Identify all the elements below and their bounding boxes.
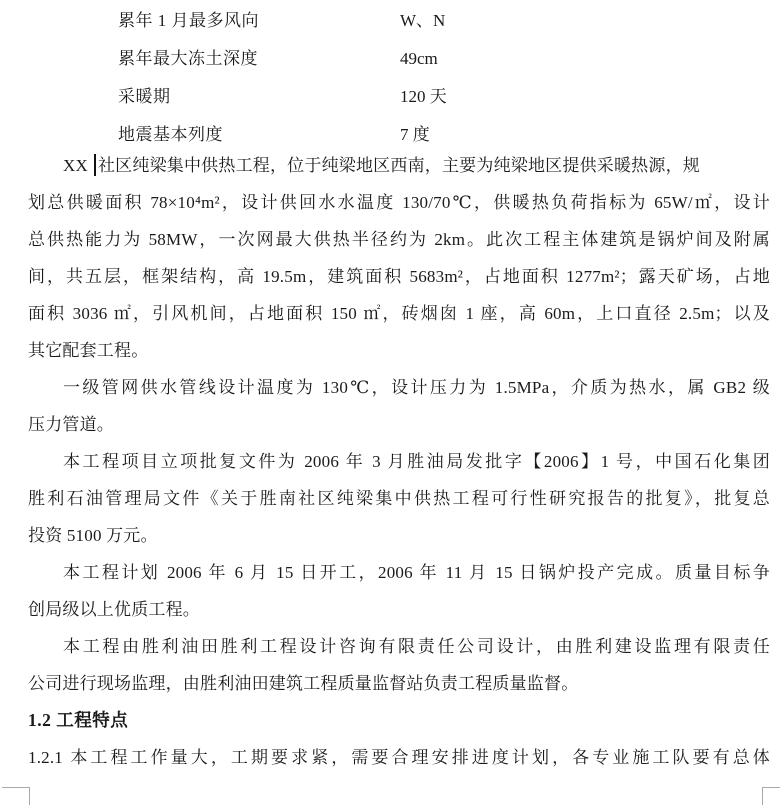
spec-label: 地震基本列度	[118, 125, 223, 144]
paragraph-line: 投资 5100 万元。	[28, 526, 158, 545]
text-boundary-mark-left	[2, 787, 30, 805]
paragraph-text: 社区纯梁集中供热工程，位于纯梁地区西南，主要为纯梁地区提供采暖热源，规	[97, 156, 700, 175]
spec-value: 120 天	[400, 87, 447, 106]
paragraph-line: 本工程计划 2006 年 6 月 15 日开工，2006 年 11 月 15 日锅炉投产完成。质量目标争	[63, 563, 770, 582]
paragraph-line: 压力管道。	[28, 415, 114, 434]
paragraph-line: 创局级以上优质工程。	[28, 600, 200, 619]
paragraph-line: 公司进行现场监理，由胜利油田建筑工程质量监督站负责工程质量监督。	[28, 674, 579, 693]
paragraph-line: 本工程项目立项批复文件为 2006 年 3 月胜油局发批字【2006】1 号，中国石化集团	[63, 452, 770, 471]
paragraph-line: 划总供暖面积 78×10⁴m²，设计供回水水温度 130/70℃，供暖热负荷指标为 65W/㎡，设计	[28, 193, 770, 212]
spec-table	[0, 2, 770, 154]
paragraph-line: 一级管网供水管线设计温度为 130℃，设计压力为 1.5MPa，介质为热水，属 GB2 级	[63, 378, 770, 397]
paragraph-line: 间，共五层，框架结构，高 19.5m，建筑面积 5683m²，占地面积 1277m²；露天矿场，占地	[28, 267, 770, 286]
paragraph-line: 总供热能力为 58MW，一次网最大供热半径约为 2km。此次工程主体建筑是锅炉间及附属	[28, 230, 770, 249]
paragraph-line: 其它配套工程。	[28, 341, 149, 360]
spec-label: 累年 1 月最多风向	[118, 11, 259, 30]
section-heading: 1.2 工程特点	[28, 710, 129, 730]
spec-label: 累年最大冻土深度	[118, 49, 258, 68]
paragraph-line	[28, 147, 770, 184]
spec-value: 49cm	[400, 49, 438, 68]
spec-value: 7 度	[400, 125, 430, 144]
text-caret	[94, 154, 96, 176]
paragraph-line: 本工程由胜利油田胜利工程设计咨询有限责任公司设计，由胜利建设监理有限责任	[63, 637, 770, 656]
document-text-area[interactable]	[28, 147, 770, 776]
paragraph-text: XX	[63, 156, 88, 175]
paragraph-line: 面积 3036 ㎡，引风机间，占地面积 150 ㎡，砖烟囱 1 座，高 60m，上口直径 2.5m；以及	[28, 304, 770, 323]
spec-label: 采暖期	[118, 87, 171, 106]
spec-row	[0, 2, 770, 40]
paragraph-line: 胜利石油管理局文件《关于胜南社区纯梁集中供热工程可行性研究报告的批复》，批复总	[28, 489, 770, 508]
spec-row	[0, 40, 770, 78]
paragraph-line: 1.2.1 本工程工作量大，工期要求紧，需要合理安排进度计划，各专业施工队要有总体	[28, 748, 770, 767]
spec-value: W、N	[400, 11, 446, 30]
text-boundary-mark-right	[762, 787, 780, 805]
spec-row	[0, 78, 770, 116]
